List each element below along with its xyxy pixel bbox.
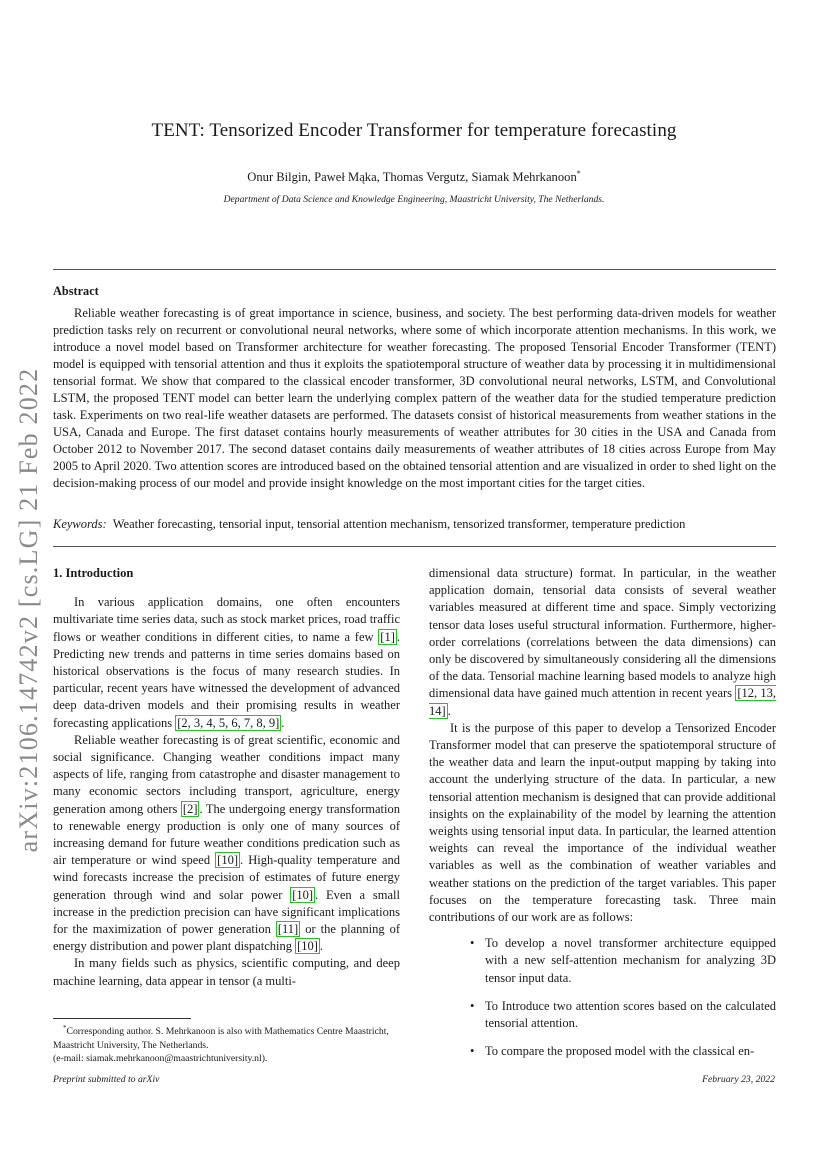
intro-paragraph-2: Reliable weather forecasting is of great scientific, economic and social significance. Changing weather conditions impact many aspects of life, ranging from catastrophe and disaster management to many economic sectors including transport, agriculture, energy generation among others [2] . The undergoing energy transformation to renewable energy production is only one of many sources of increasing demand for future weather conditions predication such as air temperature or wind speed [10] . High-quality temperature and wind forecasts increase the precision of estimates of future energy generation through wind and solar power [10] . Even a small increase in the prediction precision can have significant implications for the maximization of power generation [11] or the planning of energy distribution and power plant dispatching [10] . (53, 732, 400, 954)
intro-paragraph-3: In many fields such as physics, scientific computing, and deep machine learning, data appear in tensor (a multi- (53, 956, 400, 988)
citation-link[interactable]: [10] (217, 853, 238, 868)
contribution-item: • To develop a novel transformer architecture equipped with a new self-attention mechanism for analyzing 3D tensor input data. (470, 936, 776, 985)
footnote-line-2: (e-mail: siamak.mehrkanoon@maastrichtuniversity.nl). (53, 1052, 268, 1064)
footer-preprint-note: Preprint submitted to arXiv (53, 1074, 160, 1085)
footnote-rule (53, 1018, 191, 1019)
footnote (53, 1022, 403, 1065)
bullet-icon: • (470, 998, 475, 1013)
paper-title: TENT: Tensorized Encoder Transformer for temperature forecasting (151, 120, 677, 141)
abstract-bottom-rule (53, 546, 776, 547)
intro-paragraph-5: It is the purpose of this paper to develop a Tensorized Encoder Transformer model that can preserve the spatiotemporal structure of the weather data and learn the input-output mapping by taking into account the underlying structure of the data. In particular, a new tensorial attention mechanism is designed that can provide additional insights on the explainability of the model by learning the attention weights using tensorial input data. In particular, the learned attention weights can reveal the importance of the individual weather variables as well as the combination of weather variables and weather stations on the prediction of the target variables. This paper focuses on the temperature forecasting task. Three main contributions of our work are as follows: (429, 720, 776, 925)
citation-link[interactable]: [10] (297, 939, 318, 954)
contribution-item: • To Introduce two attention scores based on the calculated tensorial attention. (470, 998, 776, 1031)
abstract-top-rule (53, 269, 776, 270)
keywords-line (53, 517, 776, 532)
keywords-label: Keywords: (53, 517, 107, 531)
abstract-text: Reliable weather forecasting is of great importance in science, business, and society. The best performing data-driven models for weather prediction tasks rely on recurrent or convolutional neural networks, where some of which incorporate attention mechanisms. In this work, we introduce a novel model based on Transformer architecture for weather forecasting. The proposed Tensorial Encoder Transformer (TENT) model is equipped with tensorial attention and thus it exploits the spatiotemporal structure of weather data by processing it in multidimensional tensorial format. We show that compared to the classical encoder transformer, 3D convolutional neural networks, LSTM, and Convolutional LSTM, the proposed TENT model can better learn the underlying complex pattern of the weather data for the studied temperature prediction task. Experiments on two real-life weather datasets are performed. The datasets consist of historical measurements from weather stations in the USA, Canada and Europe. The first dataset contains hourly measurements of weather attributes for 30 cities in the USA and Canada from October 2012 to November 2017. The second dataset contains daily measurements of weather attributes of 18 cities across Europe from May 2005 to April 2020. Two attention scores are introduced based on the obtained tensorial attention and are visualized in order to shed light on the decision-making process of our model and provide insight knowledge on the most important cities for the target cities. (53, 306, 776, 490)
contribution-item: • To compare the proposed model with the classical en- (429, 1043, 776, 1060)
citation-link[interactable]: [11] (277, 922, 299, 937)
citation-link[interactable]: [1] (380, 629, 395, 644)
arxiv-identifier: arXiv:2106.14742v2 [cs.LG] 21 Feb 2022 (14, 367, 43, 853)
left-column (53, 565, 400, 990)
abstract-heading: Abstract (53, 284, 99, 298)
section-heading-introduction: 1. Introduction (53, 566, 134, 580)
contributions-list (429, 935, 776, 1060)
keywords-text: Weather forecasting, tensorial input, tensorial attention mechanism, tensorized transformer, temperature prediction (112, 517, 686, 531)
footnote-line-1: *Corresponding author. S. Mehrkanoon is also with Mathematics Centre Maastricht, Maastricht University, The Netherlands. (53, 1024, 389, 1051)
citation-link[interactable]: [2] (182, 801, 198, 816)
footer-date: February 23, 2022 (702, 1074, 775, 1085)
citation-link[interactable]: [10] (292, 887, 314, 902)
citation-link[interactable]: [2, 3, 4, 5, 6, 7, 8, 9] (177, 715, 280, 730)
paper-authors (0, 169, 828, 185)
author-list: Onur Bilgin, Paweł Mąka, Thomas Vergutz, Siamak Mehrkanoon (247, 170, 577, 185)
bullet-icon: • (470, 936, 475, 951)
intro-paragraph-4: dimensional data structure) format. In particular, in the weather application domain, tensorial data consists of several weather variables measured at different time and space. Simply vectorizing tensor data loses useful structural information. Furthermore, higher-order correlations (correlations between the data dimensions) can only be discovered by simultaneously considering all the dimensions of the data. Tensorial machine learning based models to analyze high dimensional data have gained much attention in recent years [12, 13, 14] . (429, 566, 776, 718)
affiliation: Department of Data Science and Knowledge Engineering, Maastricht University, The Netherlands. (223, 194, 605, 205)
intro-paragraph-1: In various application domains, one often encounters multivariate time series data, such as stock market prices, road traffic flows or weather conditions in different cities, to name a few [1] . Predicting new trends and patterns in time series domains based on historical observations is the focus of many research studies. In particular, recent years have witnessed the development of advanced deep data-driven models and their promising results in weather forecasting applications [2, 3, 4, 5, 6, 7, 8, 9] . (53, 595, 400, 730)
author-footnote-mark: * (576, 169, 581, 178)
citation-link[interactable]: [12, 13, 14] (429, 686, 776, 718)
bullet-icon: • (470, 1044, 475, 1059)
right-column (429, 565, 776, 1071)
